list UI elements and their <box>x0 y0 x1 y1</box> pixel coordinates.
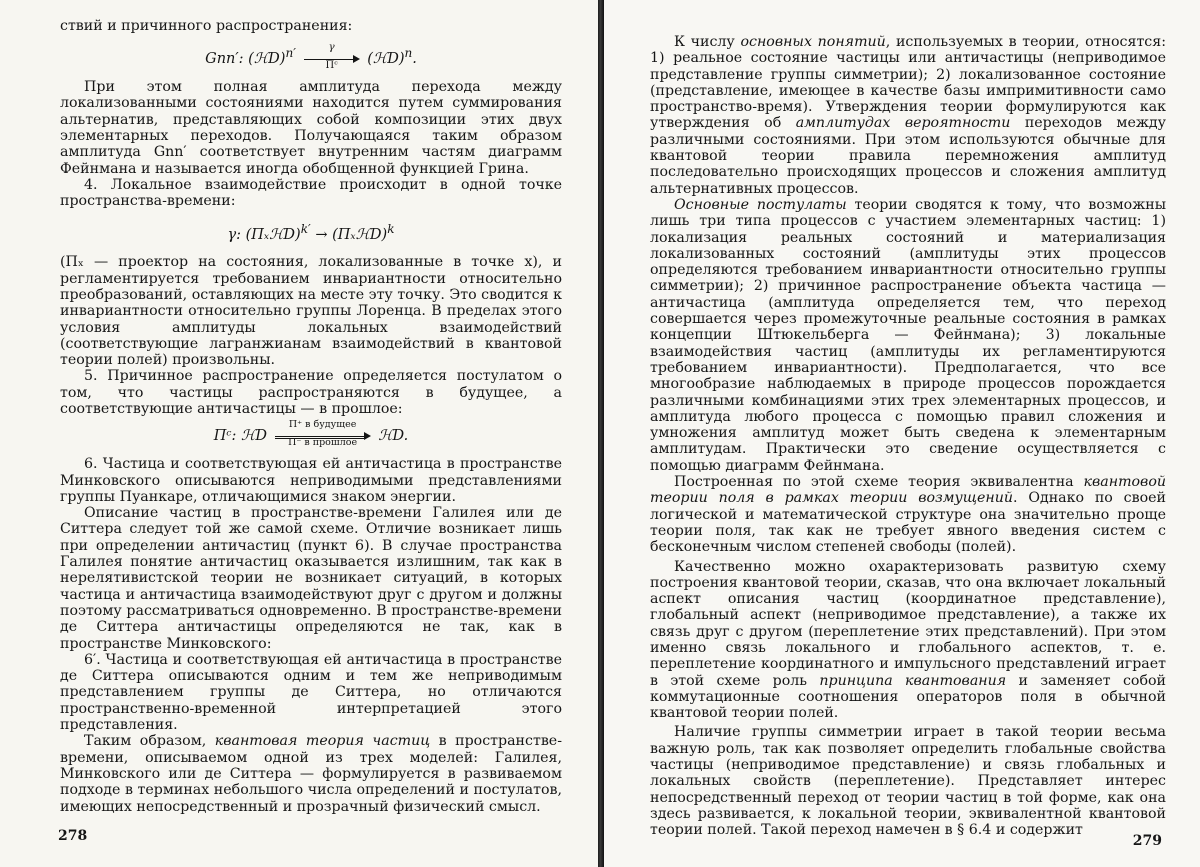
formula-propagation: Gnn′: (ℋD)n′ γ Πᶜ (ℋD)n. <box>60 43 562 69</box>
left-page <box>0 0 598 867</box>
left-paragraph-0: ствий и причинного распространения: <box>60 18 562 34</box>
left-paragraph-3: (Πₓ — проектор на состояния, локализованные в точке x), и регламентируется требованием инвариантности относительно преобразований, оставляющих на месте эту точку. Это сводится к инвариантности относительно группы Лоренца. В пределах этого условия амплитуды локальных взаимодействий (соответствующие лагранжианам взаимодействий в квантовой теории полей) произвольны. <box>60 254 562 368</box>
right-paragraph-3: Построенная по этой схеме теория эквивалентна квантовой теории поля в рамках теории возмущений. Однако по своей логической и математической структуре она значительно проще теории поля, так как не требует явного введения систем с бесконечным числом степеней свободы (полей). <box>650 474 1166 555</box>
page-number-left: 278 <box>58 828 87 844</box>
formula-causal-propagation: Πᶜ: ℋD Π⁺ в будущее Π⁻ в прошлое ℋD. <box>60 426 562 446</box>
left-paragraph-5: 6. Частица и соответствующая ей античастица в пространстве Минковского описываются неприводимыми представлениями группы Пуанкаре, отличающимися знаком энергии. <box>60 456 562 505</box>
left-paragraph-8: Таким образом, квантовая теория частиц в пространстве-времени, описываемом одной из трех моделей: Галилея, Минковского или де Ситтера — формулируется в развиваемом подходе в терминах небольшого числа определений и постулатов, имеющих непосредственный и прозрачный физический смысл. <box>60 733 562 814</box>
left-paragraph-7: 6′. Частица и соответствующая ей античастица в пространстве де Ситтера описываются одним и тем же неприводимым представлением группы де Ситтера, но отличаются пространственно-временной интерпретацией этого представления. <box>60 652 562 733</box>
right-paragraph-1: К числу основных понятий, используемых в теории, относятся: 1) реальное состояние частицы или античастицы (неприводимое представление группы симметрии); 2) локализованное состояние (представление, имеющее в качестве базы импримитивности само пространство-время). Утверждения теории формулируются как утверждения об амплитудах вероятности переходов между различными состояниями. При этом используются обычные для квантовой теории правила перемножения амплитуд последовательно происходящих процессов и сложения амплитуд альтернативных процессов. <box>650 34 1166 197</box>
right-paragraph-5: Наличие группы симметрии играет в такой теории весьма важную роль, так как позволяет определить глобальные свойства частицы (неприводимое представление) и связь глобальных и локальных свойств (переплетение). Представляет интерес непосредственный переход от теории частиц в той форме, как она здесь развивается, к локальной теории, эквивалентной квантовой теории полей. Такой переход намечен в § 6.4 и содержит <box>650 724 1166 838</box>
right-page <box>604 0 1200 867</box>
double-arrow-icon: Π⁺ в будущее Π⁻ в прошлое <box>275 429 371 443</box>
right-paragraph-2: Основные постулаты теории сводятся к тому, что возможны лишь три типа процессов с участием элементарных частиц: 1) локализация реальных состояний и материализация локализованных состояний (амплитуды этих процессов определяются требованием инвариантности относительно группы симметрии); 2) причинное распространение объекта частица — античастица (амплитуда определяется тем, что переход совершается через промежуточные реальные состояния в рамках концепции Штюкельберга — Фейнмана); 3) локальные взаимодействия частиц (амплитуды их регламентируются требованием инвариантности). Предполагается, что все многообразие наблюдаемых в природе процессов порождается различными комбинациями этих трех элементарных процессов, и амплитуда любого процесса с помощью правил сложения и умножения амплитуд может быть сведена к элементарным амплитудам. Практически это сведение осуществляется с помощью диаграмм Фейнмана. <box>650 197 1166 474</box>
formula-local-interaction: γ: (ΠₓℋD)k′ → (ΠₓℋD)k <box>60 219 562 245</box>
left-paragraph-4: 5. Причинное распространение определяется постулатом о том, что частицы распространяются в будущее, а соответствующие античастицы — в прошлое: <box>60 368 562 417</box>
left-paragraph-2: 4. Локальное взаимодействие происходит в одной точке пространства-времени: <box>60 177 562 210</box>
left-paragraph-6: Описание частиц в пространстве-времени Галилея или де Ситтера следует той же самой схеме. Отличие возникает лишь при определении античастиц (пункт 6). В случае пространства Галилея понятие античастиц оказывается излишним, так как в нерелятивистской теории не возникает ситуаций, в которых частица и античастица взаимодействуют друг с другом и должны поэтому рассматриваться одновременно. В пространстве-времени де Ситтера античастицы определяются не так, как в пространстве Минковского: <box>60 505 562 652</box>
page-number-right: 279 <box>1133 833 1162 849</box>
arrow-right-icon: γ Πᶜ <box>304 52 360 66</box>
right-paragraph-4: Качественно можно охарактеризовать развитую схему построения квантовой теории, сказав, что она включает локальный аспект описания частиц (координатное представление), глобальный аспект (неприводимое представление), а также их связь друг с другом (переплетение этих представлений). При этом именно связь локального и глобального аспектов, т. е. переплетение координатного и импульсного представлений играет в этой схеме роль принципа квантования и заменяет собой коммутационные соотношения операторов поля в обычной квантовой теории полей. <box>650 559 1166 722</box>
left-paragraph-1: При этом полная амплитуда перехода между локализованными состояниями находится путем суммирования альтернатив, представляющих собой композиции этих двух элементарных переходов. Получающаяся таким образом амплитуда Gnn′ соответствует внутренним частям диаграмм Фейнмана и называется иногда обобщенной функцией Грина. <box>60 79 562 177</box>
